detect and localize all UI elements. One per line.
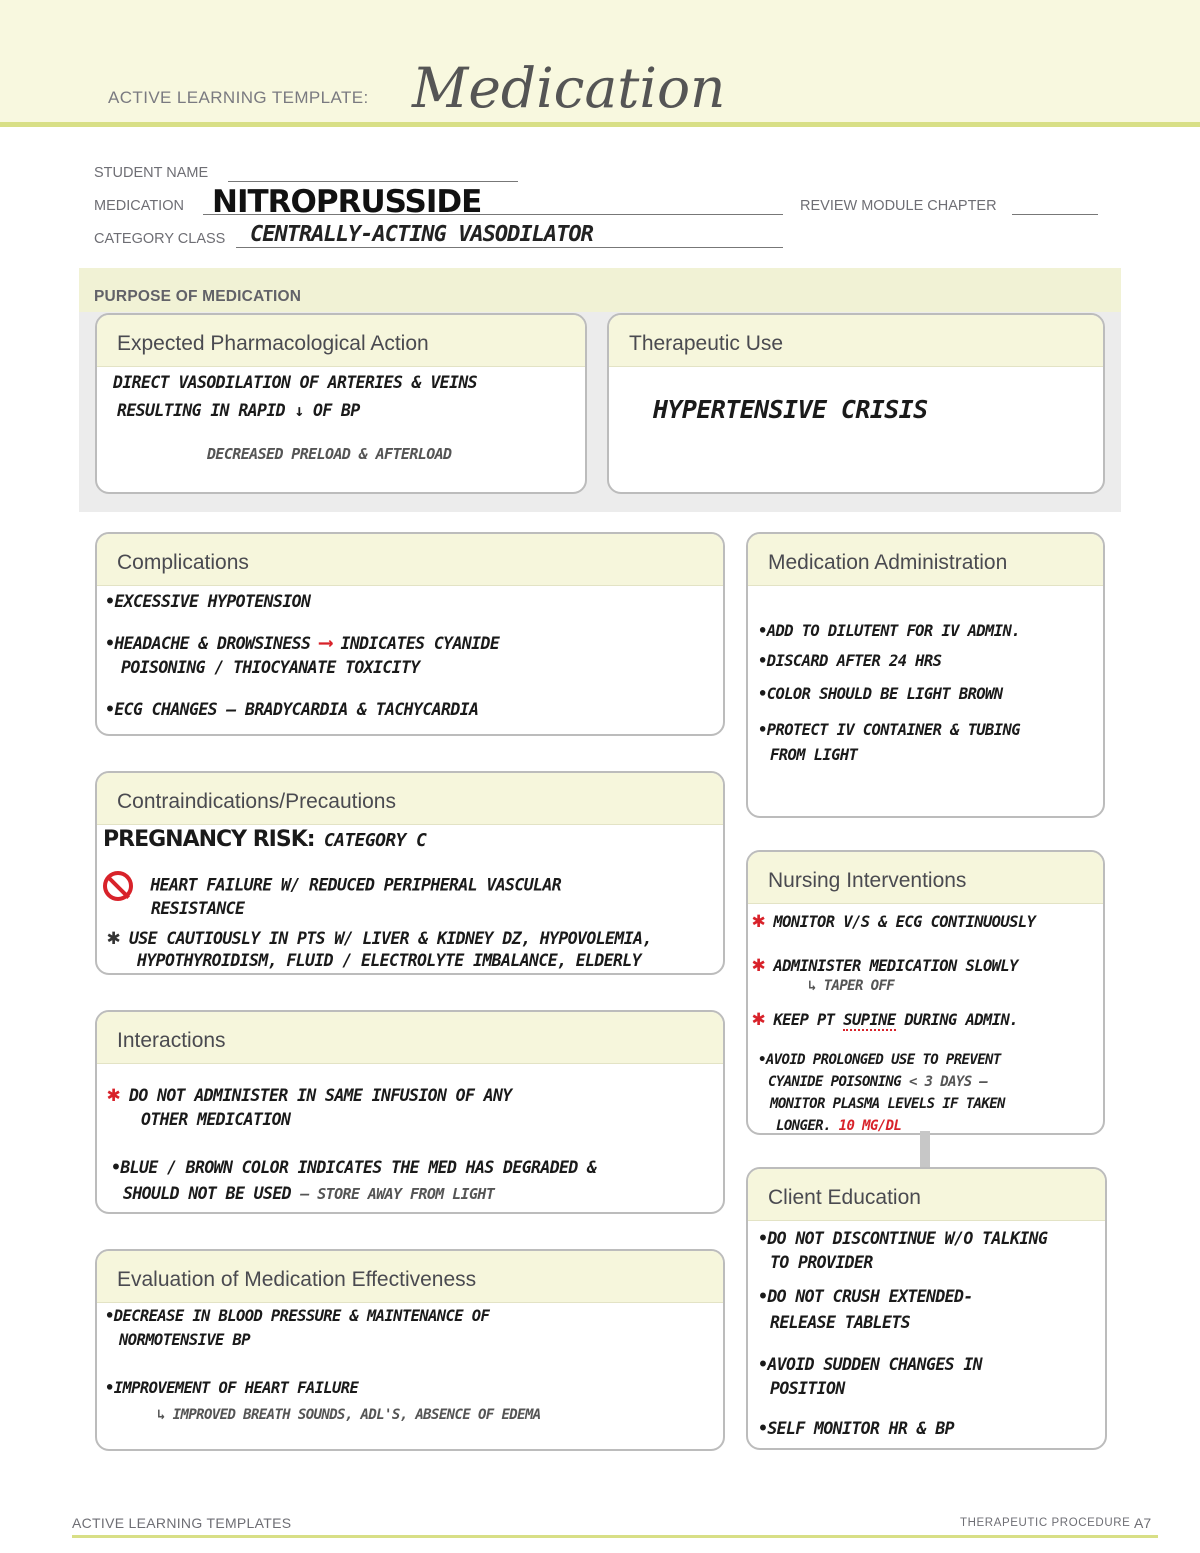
pregnancy-risk-value: CATEGORY C — [323, 830, 427, 851]
administration-item: FROM LIGHT — [770, 746, 858, 764]
nursing-body — [748, 906, 1103, 1133]
asterisk-icon: ✱ — [752, 1006, 765, 1031]
caution-item: HYPOTHYROIDISM, FLUID / ELECTROLYTE IMBALANCE, ELDERLY — [137, 951, 642, 970]
complication-text: •HEADACHE & DROWSINESS — [105, 634, 311, 653]
complications-title: Complications — [117, 551, 249, 574]
education-item: •AVOID SUDDEN CHANGES IN — [758, 1355, 983, 1374]
therapeutic-use-box[interactable] — [607, 313, 1105, 494]
nursing-emphasis: SUPINE — [843, 1011, 896, 1029]
administration-item: •ADD TO DILUTENT FOR IV ADMIN. — [758, 622, 1020, 640]
nursing-text: MONITOR V/S & ECG CONTINUOUSLY — [773, 913, 1036, 931]
evaluation-body — [97, 1305, 723, 1449]
interaction-note: — STORE AWAY FROM LIGHT — [300, 1185, 495, 1203]
client-education-title: Client Education — [768, 1186, 921, 1209]
education-item: •DO NOT CRUSH EXTENDED- — [758, 1287, 973, 1306]
contraindication-item — [103, 871, 561, 901]
complication-item — [105, 630, 499, 654]
evaluation-subitem: ↳ IMPROVED BREATH SOUNDS, ADL'S, ABSENCE OF EDEMA — [157, 1407, 541, 1423]
interaction-item: OTHER MEDICATION — [141, 1110, 291, 1129]
interaction-item — [123, 1184, 494, 1203]
contraindication-item: RESISTANCE — [151, 899, 245, 918]
nursing-item — [752, 952, 1018, 977]
administration-item: •DISCARD AFTER 24 HRS — [758, 652, 942, 670]
interaction-text: SHOULD NOT BE USED — [123, 1184, 292, 1203]
review-module-field[interactable] — [1012, 214, 1098, 215]
complications-body — [97, 588, 723, 734]
caution-text: USE CAUTIOUSLY IN PTS W/ LIVER & KIDNEY DZ, HYPOVOLEMIA, — [129, 929, 652, 948]
expected-action-line: DIRECT VASODILATION OF ARTERIES & VEINS — [113, 373, 478, 392]
administration-item: •COLOR SHOULD BE LIGHT BROWN — [758, 685, 1003, 703]
evaluation-item: •IMPROVEMENT OF HEART FAILURE — [105, 1379, 359, 1397]
interactions-body — [97, 1066, 723, 1212]
asterisk-icon: ✱ — [107, 1082, 120, 1107]
interactions-title: Interactions — [117, 1029, 226, 1052]
education-item: •SELF MONITOR HR & BP — [758, 1419, 955, 1438]
nursing-text: DURING ADMIN. — [904, 1011, 1018, 1029]
template-title: Medication — [412, 56, 726, 120]
asterisk-icon: ✱ — [752, 908, 765, 933]
nursing-item — [752, 1006, 1018, 1031]
education-item: POSITION — [770, 1379, 845, 1398]
administration-body — [748, 588, 1103, 816]
interaction-item: •BLUE / BROWN COLOR INDICATES THE MED HAS DEGRADED & — [111, 1158, 597, 1177]
nursing-item — [752, 908, 1035, 933]
category-field[interactable] — [236, 247, 783, 248]
nursing-title: Nursing Interventions — [768, 869, 967, 892]
footer-divider — [72, 1535, 1158, 1538]
interaction-item — [107, 1082, 512, 1107]
administration-box[interactable] — [746, 532, 1105, 818]
nursing-subitem: ↳ TAPER OFF — [808, 978, 895, 994]
expected-action-line: RESULTING IN RAPID ↓ OF BP — [117, 401, 360, 420]
nursing-text: ADMINISTER MEDICATION SLOWLY — [773, 957, 1018, 975]
asterisk-icon: ✱ — [107, 925, 120, 950]
complications-box[interactable] — [95, 532, 725, 736]
complication-item: POISONING / THIOCYANATE TOXICITY — [121, 658, 420, 677]
contraindications-box[interactable] — [95, 771, 725, 975]
connector-line — [920, 1131, 930, 1167]
header-divider — [0, 122, 1200, 127]
footer-right: THERAPEUTIC PROCEDURE — [960, 1517, 1131, 1529]
nursing-text: < 3 DAYS — — [908, 1074, 988, 1090]
category-value: CENTRALLY-ACTING VASODILATOR — [250, 222, 593, 247]
nursing-box[interactable] — [746, 850, 1105, 1135]
nursing-item: MONITOR PLASMA LEVELS IF TAKEN — [770, 1096, 1005, 1112]
evaluation-item: •DECREASE IN BLOOD PRESSURE & MAINTENANCE OF — [105, 1307, 490, 1325]
client-education-box[interactable] — [746, 1167, 1107, 1450]
nursing-item — [776, 1118, 901, 1134]
pregnancy-risk — [103, 827, 426, 852]
expected-action-body — [97, 369, 585, 492]
expected-action-title: Expected Pharmacological Action — [117, 332, 429, 355]
complication-text: INDICATES CYANIDE — [340, 634, 500, 653]
footer-left: ACTIVE LEARNING TEMPLATES — [72, 1515, 292, 1531]
client-education-body — [748, 1223, 1105, 1448]
evaluation-item: NORMOTENSIVE BP — [119, 1331, 250, 1349]
interaction-text: DO NOT ADMINISTER IN SAME INFUSION OF ANY — [129, 1086, 512, 1105]
contraindication-text: HEART FAILURE W/ REDUCED PERIPHERAL VASCULAR — [150, 875, 562, 895]
administration-item: •PROTECT IV CONTAINER & TUBING — [758, 721, 1020, 739]
therapeutic-use-body — [609, 369, 1103, 492]
nursing-text: KEEP PT — [773, 1011, 835, 1029]
interactions-box[interactable] — [95, 1010, 725, 1214]
nursing-item: •AVOID PROLONGED USE TO PREVENT — [758, 1052, 1001, 1068]
category-label-text: CATEGORY CLASS — [94, 231, 226, 247]
contraindications-body — [97, 827, 723, 973]
education-item: TO PROVIDER — [770, 1253, 873, 1272]
purpose-label: PURPOSE OF MEDICATION — [94, 288, 302, 305]
expected-action-box[interactable] — [95, 313, 587, 494]
contraindications-title: Contraindications/Precautions — [117, 790, 396, 813]
template-label: ACTIVE LEARNING TEMPLATE: — [108, 88, 369, 107]
arrow-right-icon: ⟶ — [319, 630, 332, 654]
student-name-field[interactable] — [228, 181, 518, 182]
caution-item — [107, 925, 652, 950]
student-name-label: STUDENT NAME — [94, 165, 209, 181]
nursing-text: CYANIDE POISONING — [768, 1074, 902, 1090]
education-item: •DO NOT DISCONTINUE W/O TALKING — [758, 1229, 1048, 1248]
asterisk-icon: ✱ — [752, 952, 765, 977]
administration-title: Medication Administration — [768, 551, 1008, 574]
review-module-label: REVIEW MODULE CHAPTER — [800, 198, 997, 214]
complication-item: •EXCESSIVE HYPOTENSION — [105, 592, 311, 611]
page-number: A7 — [1134, 1515, 1152, 1531]
no-entry-icon — [103, 871, 133, 901]
complication-item: •ECG CHANGES — BRADYCARDIA & TACHYCARDIA — [105, 700, 479, 719]
evaluation-box[interactable] — [95, 1249, 725, 1451]
therapeutic-use-title: Therapeutic Use — [629, 332, 784, 355]
therapeutic-use-value: HYPERTENSIVE CRISIS — [653, 395, 928, 424]
medication-label: MEDICATION — [94, 198, 184, 214]
nursing-item — [768, 1074, 987, 1090]
medication-value: NITROPRUSSIDE — [212, 184, 482, 220]
evaluation-title: Evaluation of Medication Effectiveness — [117, 1268, 477, 1291]
nursing-threshold: 10 MG/DL — [838, 1118, 902, 1134]
pregnancy-risk-label: PREGNANCY RISK: — [103, 827, 315, 852]
expected-action-subline: DECREASED PRELOAD & AFTERLOAD — [207, 445, 452, 463]
nursing-text: LONGER. — [776, 1118, 831, 1134]
education-item: RELEASE TABLETS — [770, 1313, 911, 1332]
